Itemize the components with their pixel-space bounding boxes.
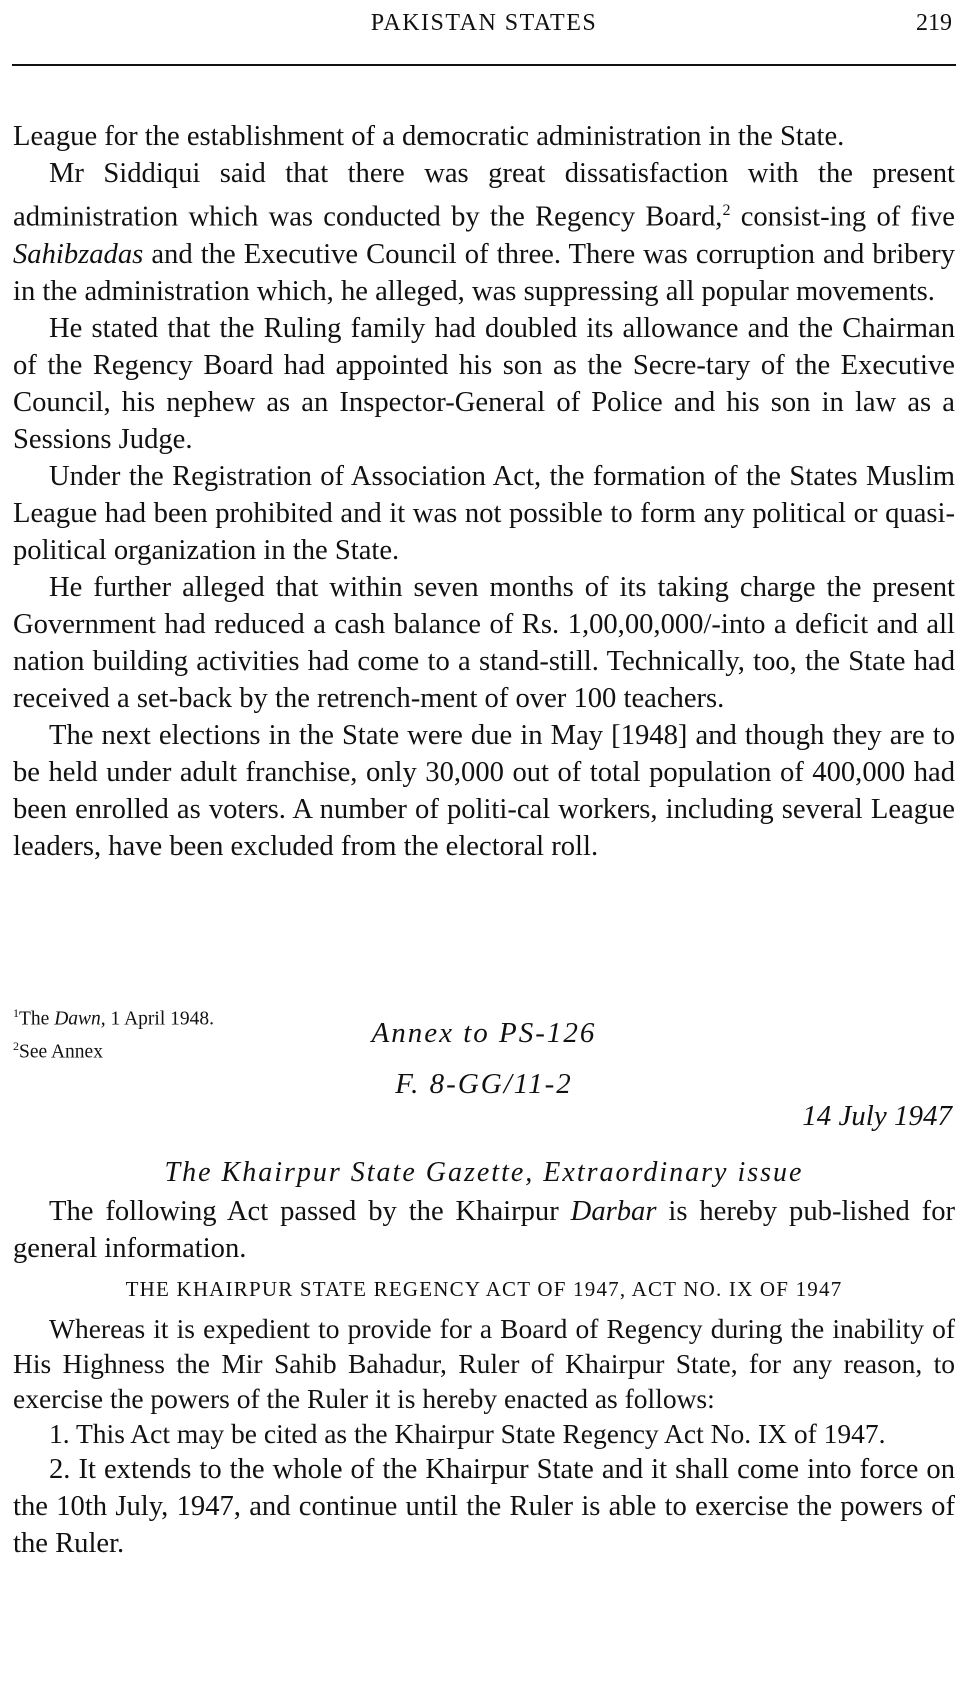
paragraph-siddiqui-mid: consist-ing of five: [730, 201, 955, 233]
gazette-intro: [13, 1193, 955, 1267]
paragraph-elections: The next elections in the State were due in May [1948] and though they are to be held under adult franchise, only 30,000 out of total population of 400,000 had been enrolled as voters. A number of politi-cal workers, including several League leaders, have been excluded from the electoral roll.: [13, 719, 955, 862]
running-title: PAKISTAN STATES: [370, 10, 598, 36]
gazette-intro-post: is hereby pub-lished for general information.: [13, 1196, 956, 1264]
footnote-2-number: 2: [13, 1038, 19, 1053]
gazette-title: The Khairpur State Gazette, Extraordinary issue: [164, 1157, 804, 1188]
paragraph-siddiqui-start: Mr Siddiqui said that there was great dissatisfaction with the present administration which was conducted by the Regency Board,: [13, 158, 955, 233]
act-heading: THE KHAIRPUR STATE REGENCY ACT OF 1947, ACT NO. IX OF 1947: [125, 1277, 843, 1301]
act-clause-1: 1. This Act may be cited as the Khairpur State Regency Act No. IX of 1947.: [49, 1418, 886, 1449]
gazette-intro-pre: The following Act passed by the Khairpur: [49, 1196, 571, 1227]
annex-title: Annex to PS-126: [371, 1017, 597, 1049]
footnote-1-source: Dawn,: [54, 1008, 106, 1030]
annex-date: 14 July 1947: [802, 1100, 952, 1132]
gazette-intro-block: [13, 1193, 955, 1267]
paragraph-siddiqui-end: and the Executive Council of three. There was corruption and bribery in the administration which, he alleged, was suppressing all popular movements.: [13, 238, 955, 307]
paragraph-siddiqui: [13, 155, 955, 310]
footnote-1-number: 1: [13, 1006, 19, 1020]
footnote-2-text: See Annex: [19, 1041, 103, 1062]
paragraph-registration-act: Under the Registration of Association Act, the formation of the States Muslim League had been prohibited and it was not possible to form any political or quasi-political organization in the State.: [13, 460, 955, 566]
act-body: [13, 1311, 955, 1562]
act-whereas: Whereas it is expedient to provide for a Board of Regency during the inability of His Highness the Mir Sahib Bahadur, Ruler of Khairpur State, for any reason, to exercise the powers of the Ruler it is hereby enacted as follows:: [13, 1313, 955, 1414]
page-number: 219: [916, 10, 952, 36]
paragraph-cash-balance: He further alleged that within seven months of its taking charge the present Government had reduced a cash balance of Rs. 1,00,00,000/-into a deficit and all nation building activities had come to a stand-still. Technically, too, the State had received a set-back by the retrench-ment of over 100 teachers.: [13, 571, 955, 714]
term-sahibzadas: Sahibzadas: [13, 238, 144, 270]
header-rule: [12, 64, 956, 66]
main-text: [13, 118, 955, 865]
paragraph-ruling-family: He stated that the Ruling family had doubled its allowance and the Chairman of the Regency Board had appointed his son as the Secre-tary of the Executive Council, his nephew as an Inspector-General of Police and his son in law as a Sessions Judge.: [13, 312, 955, 455]
annex-file-ref: F. 8-GG/11-2: [395, 1068, 573, 1100]
paragraph-continuation: League for the establishment of a democratic administration in the State.: [13, 121, 845, 152]
footnote-ref-2: 2: [722, 202, 731, 219]
term-darbar: Darbar: [570, 1196, 657, 1227]
footnote-1-pre: The: [19, 1008, 55, 1030]
act-clause-2: 2. It extends to the whole of the Khairpur State and it shall come into force on the 10th July, 1947, and continue until the Ruler is able to exercise the powers of the Ruler.: [13, 1454, 955, 1559]
footnote-1-post: 1 April 1948.: [105, 1008, 215, 1030]
running-header: [0, 10, 968, 50]
